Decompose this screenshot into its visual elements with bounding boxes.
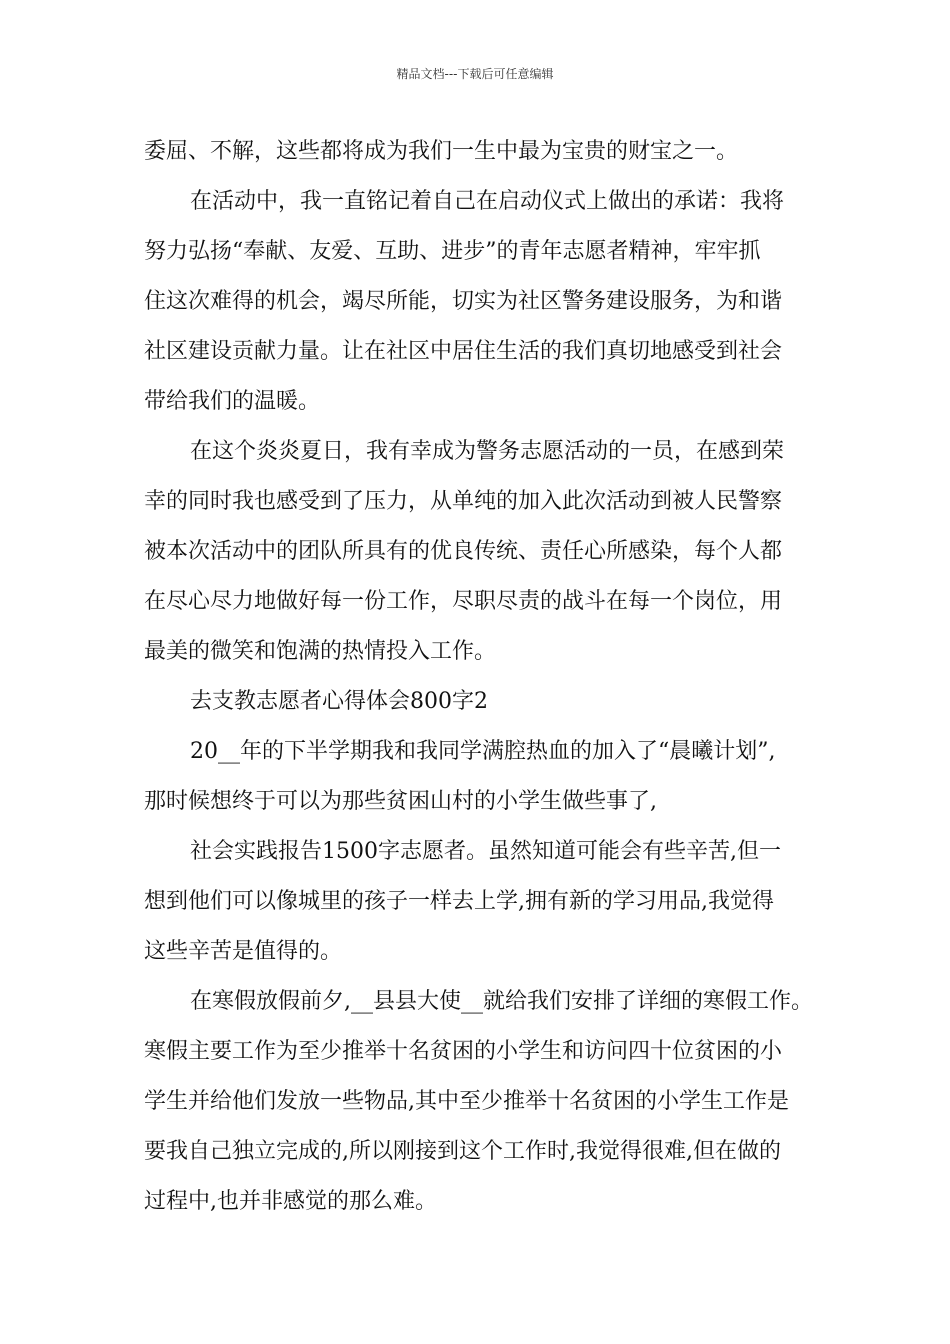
- section-heading: 去支教志愿者心得体会800字2: [190, 689, 488, 714]
- body-line: 委屈、不解，这些都将成为我们一生中最为宝贵的财宝之一。: [144, 139, 739, 164]
- body-line: 过程中,也并非感觉的那么难。: [144, 1189, 437, 1214]
- body-line: 在尽心尽力地做好每一份工作，尽职尽责的战斗在每一个岗位，用: [144, 589, 783, 614]
- body-line: 社会实践报告1500字志愿者。虽然知道可能会有些辛苦,但一: [190, 839, 781, 864]
- body-line: 被本次活动中的团队所具有的优良传统、责任心所感染，每个人都: [144, 539, 783, 564]
- body-line: 20__年的下半学期我和我同学满腔热血的加入了“晨曦计划”,: [190, 739, 776, 764]
- document-body: [144, 127, 834, 1227]
- body-line: 学生并给他们发放一些物品,其中至少推举十名贫困的小学生工作是: [144, 1089, 789, 1114]
- body-line: 在这个炎炎夏日，我有幸成为警务志愿活动的一员，在感到荣: [190, 439, 785, 464]
- body-line: 那时候想终于可以为那些贫困山村的小学生做些事了,: [144, 789, 657, 814]
- body-line: 幸的同时我也感受到了压力，从单纯的加入此次活动到被人民警察: [144, 489, 783, 514]
- body-line: 在寒假放假前夕,__县县大使__就给我们安排了详细的寒假工作。: [190, 989, 813, 1014]
- body-line: 社区建设贡献力量。让在社区中居住生活的我们真切地感受到社会: [144, 339, 783, 364]
- body-line: 最美的微笑和饱满的热情投入工作。: [144, 639, 497, 664]
- body-line: 带给我们的温暖。: [144, 389, 321, 414]
- body-line: 寒假主要工作为至少推举十名贫困的小学生和访问四十位贫困的小: [144, 1039, 783, 1064]
- body-line: 努力弘扬“奉献、友爱、互助、进步”的青年志愿者精神，牢牢抓: [144, 239, 761, 264]
- body-line: 住这次难得的机会，竭尽所能，切实为社区警务建设服务，为和谐: [144, 289, 783, 314]
- body-line: 想到他们可以像城里的孩子一样去上学,拥有新的学习用品,我觉得: [144, 889, 774, 914]
- page-header: 精品文档---下载后可任意编辑: [396, 67, 554, 81]
- body-line: 要我自己独立完成的,所以刚接到这个工作时,我觉得很难,但在做的: [144, 1139, 781, 1164]
- body-line: 在活动中，我一直铭记着自己在启动仪式上做出的承诺：我将: [190, 189, 785, 214]
- body-line: 这些辛苦是值得的。: [144, 939, 343, 964]
